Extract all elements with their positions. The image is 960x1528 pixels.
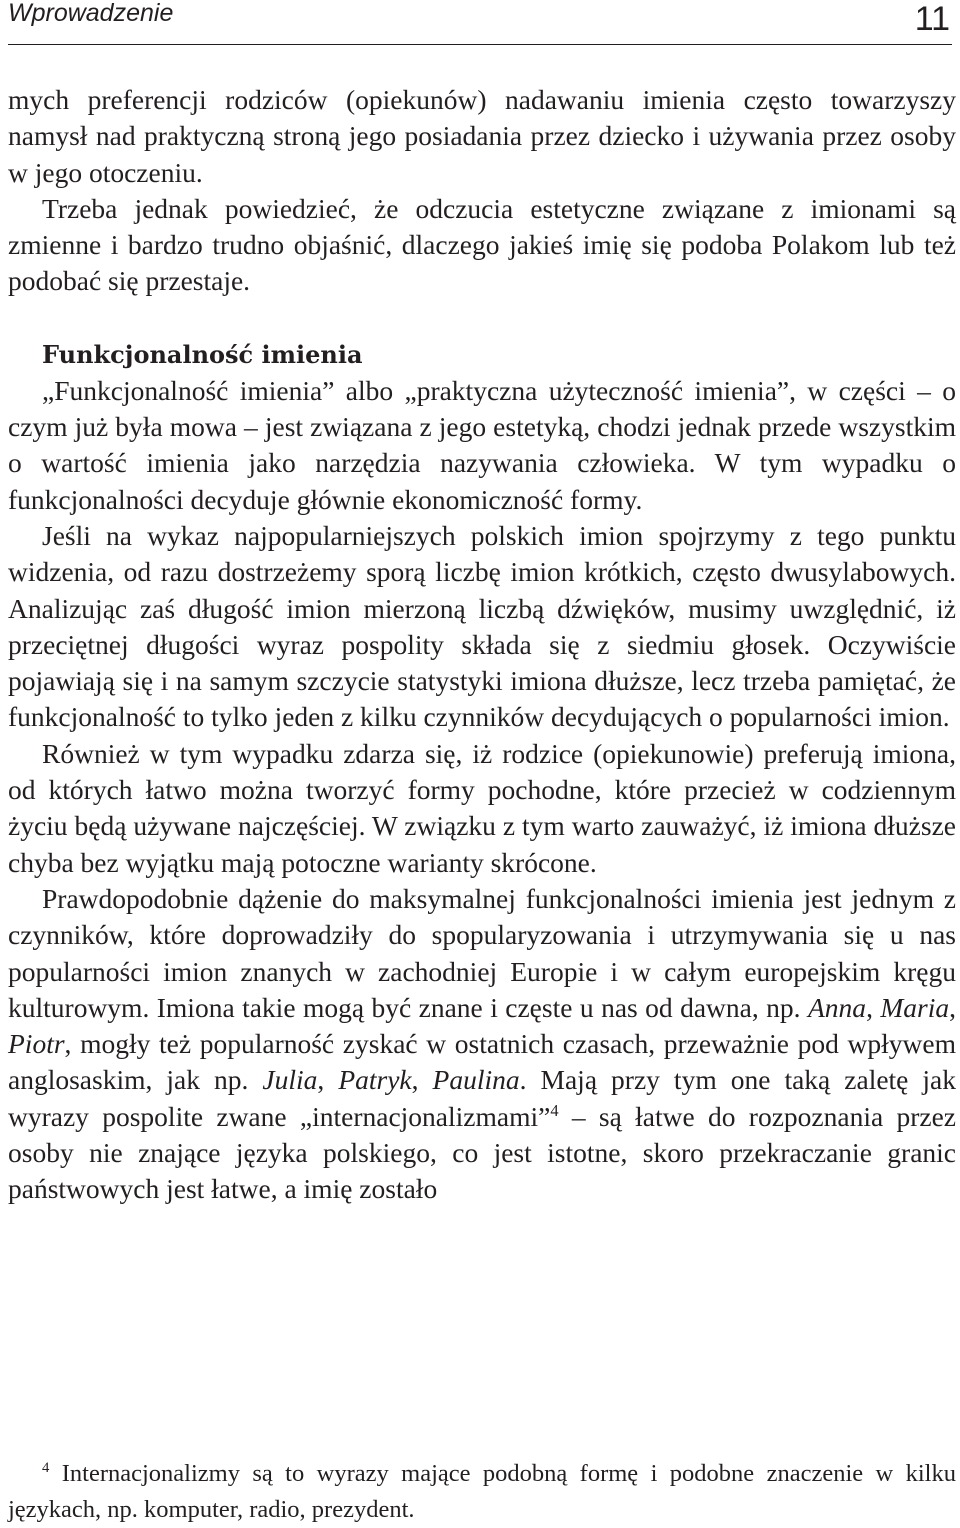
name-example: Maria — [880, 991, 950, 1023]
running-header — [8, 0, 952, 45]
name-example: Julia — [262, 1064, 318, 1096]
paragraph-4: Jeśli na wykaz najpopularniejszych polskich imion spojrzymy z tego punktu widzenia, od razu dostrzeżemy sporą liczbę imion krótkich, często dwusylabowych. Analizując zaś długość imion mierzoną liczbą dźwięków, musimy uwzględnić, iż przeciętnej długości wyraz pospolity składa się z siedmiu głosek. Oczywiście pojawiają się i na samym szczycie statystyki imiona dłuższe, lecz trzeba pamiętać, że funkcjonalność to tylko jeden z kilku czynników decydujących o popularności imion. — [8, 519, 956, 733]
footnote-number: 4 — [42, 1460, 50, 1477]
section-heading: Funkcjonalność imienia — [42, 339, 363, 369]
page-number: 11 — [914, 0, 950, 38]
paragraph-1: mych preferencji rodziców (opiekunów) nadawaniu imienia często towarzyszy namysł nad praktyczną stroną jego posiadania przez dziecko i używania przez osoby w jego otoczeniu. — [8, 84, 956, 188]
name-example: Piotr — [8, 1028, 65, 1060]
separator: , — [317, 1064, 339, 1096]
text-run: – są łatwe do rozpoznania przez osoby nie znające języka polskiego, co jest istotne, skoro przekraczanie granic państwowych jest łatwe, a imię zostało — [8, 1100, 956, 1205]
paragraph-2: Trzeba jednak powiedzieć, że odczucia estetyczne związane z imionami są zmienne i bardzo trudno objaśnić, dlaczego jakieś imię się podoba Polakom lub też podobać się przestaje. — [8, 192, 956, 297]
footnote-body: Internacjonalizmy są to wyrazy mające podobną formę i podobne znaczenie w kilku językach, np. komputer, radio, prezydent. — [8, 1460, 956, 1523]
text-run: . Mają przy tym one taką zaletę jak wyrazy pospolite zwane „internacjonalizmami” — [8, 1064, 957, 1132]
name-example: Patryk — [338, 1064, 412, 1096]
text-run: Prawdopodobnie dążenie do maksymalnej funkcjonalności imienia jest jednym z czynników, które doprowadziły do spopularyzowania i utrzymywania się u nas popularności imion znanych w zachodniej Europie i w całym europejskim kręgu kulturowym. Imiona takie mogą być znane i częste u nas od dawna, np. — [8, 882, 956, 1023]
name-example: Paulina — [432, 1064, 520, 1096]
name-example: Anna — [808, 991, 867, 1023]
separator: , — [866, 991, 881, 1023]
footnote — [8, 1456, 956, 1528]
main-text — [8, 82, 956, 1208]
separator: , — [411, 1064, 433, 1096]
paragraph-3: „Funkcjonalność imienia” albo „praktyczna użyteczność imienia”, w części – o czym już była mowa – jest związana z jego estetyką, chodzi jednak przede wszystkim o wartość imienia jako narzędzia nazywania człowieka. W tym wypadku o funkcjonalności decyduje głównie ekonomiczność formy. — [8, 374, 956, 515]
footnote-reference[interactable]: 4 — [550, 1100, 559, 1120]
paragraph-6 — [8, 881, 956, 1208]
text-run: , mogły też popularność zyskać w ostatnich czasach, przeważnie pod wpływem anglosaskim, jak np. — [8, 1028, 956, 1096]
separator: , — [949, 991, 956, 1023]
paragraph-5: Również w tym wypadku zdarza się, iż rodzice (opiekunowie) preferują imiona, od których łatwo można tworzyć formy pochodne, które przecież w codziennym życiu będą używane najczęściej. W związku z tym warto zauważyć, iż imiona dłuższe chyba bez wyjątku mają potoczne warianty skrócone. — [8, 737, 956, 878]
chapter-title: Wprowadzenie — [8, 0, 174, 27]
footnote-text — [8, 1456, 956, 1528]
